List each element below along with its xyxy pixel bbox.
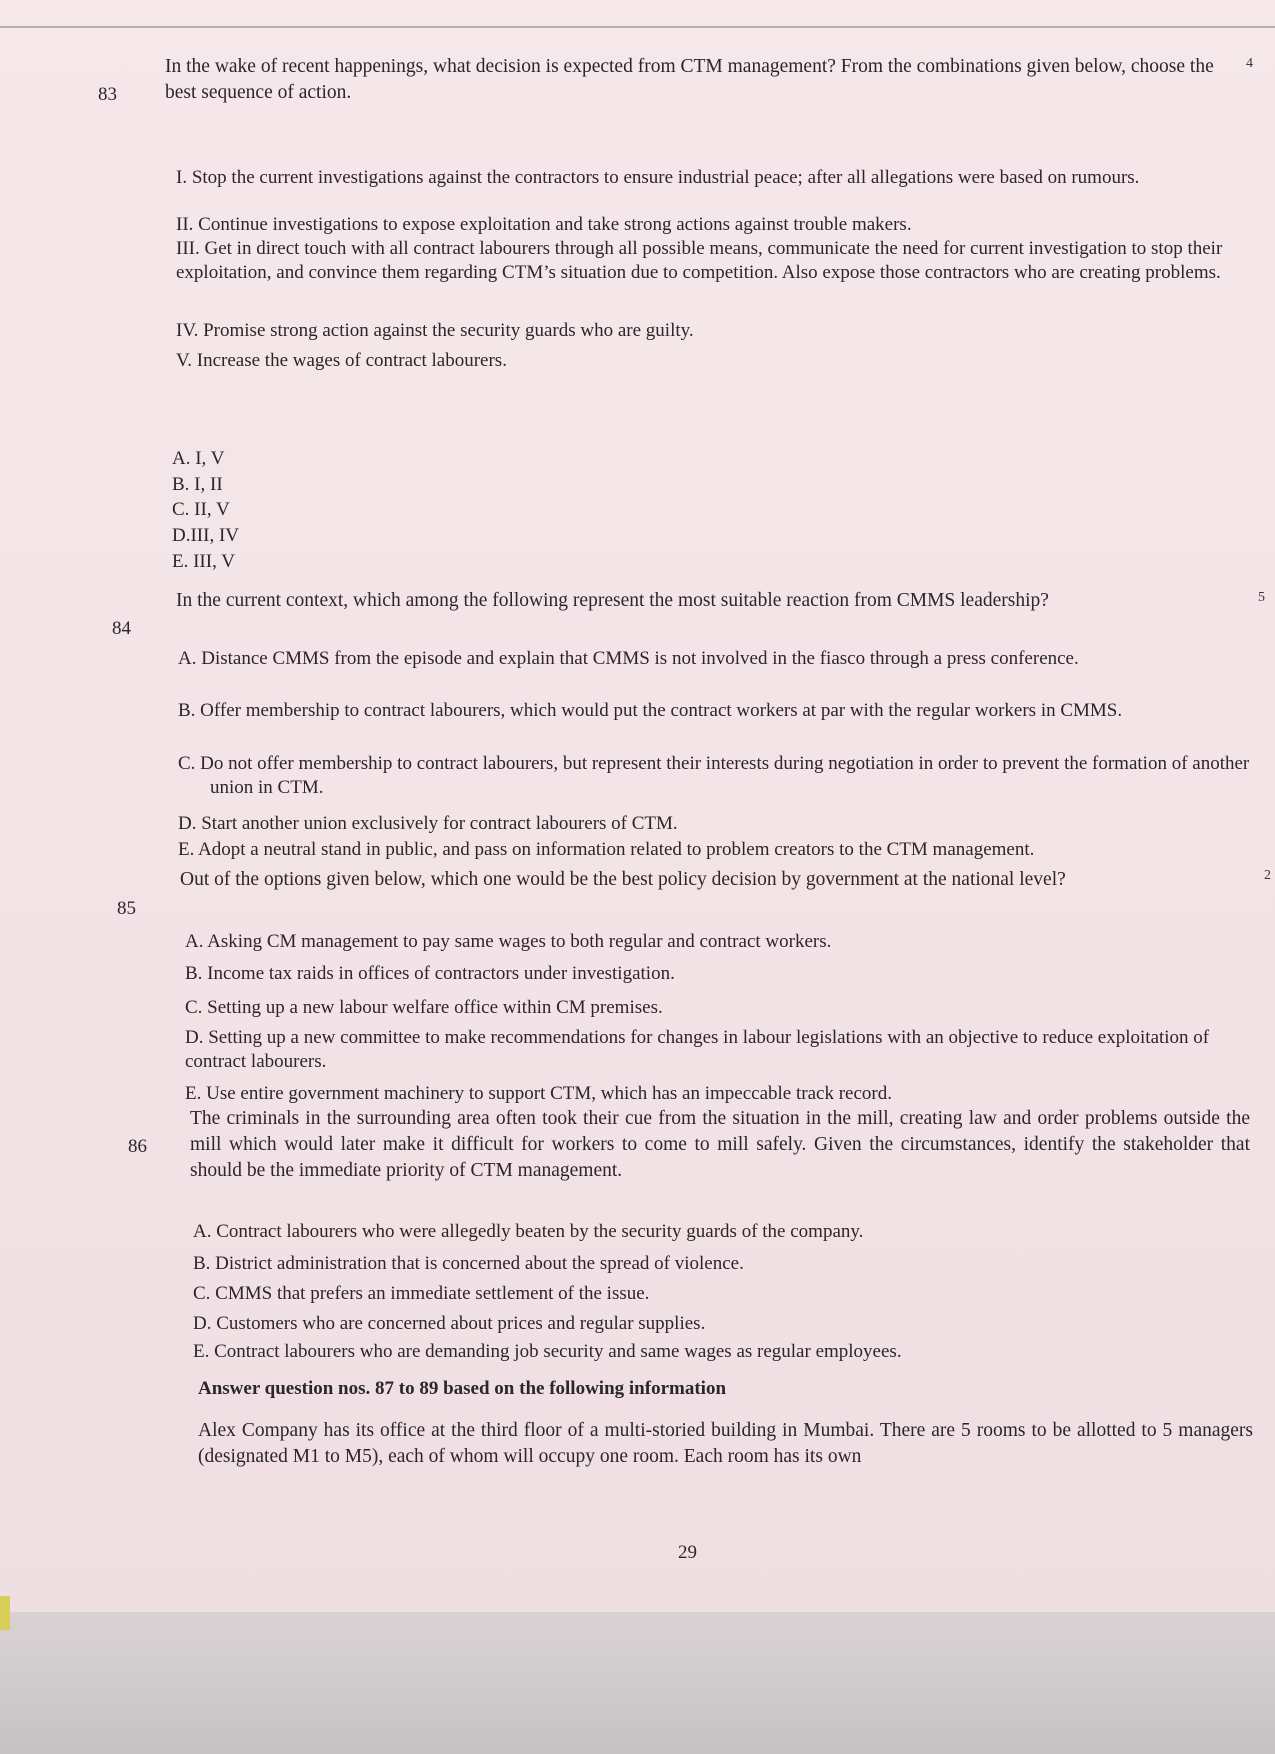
option-c: C. II, V bbox=[172, 499, 230, 520]
scan-shadow bbox=[0, 1612, 1275, 1754]
statement: IV. Promise strong action against the security guards who are guilty. bbox=[176, 320, 694, 341]
option-b: B. Offer membership to contract labourers, which would put the contract workers at par with the regular workers in CMMS. bbox=[178, 700, 1123, 721]
statement: II. Continue investigations to expose exploitation and take strong actions against trouble makers. bbox=[176, 214, 912, 235]
question-text: In the wake of recent happenings, what decision is expected from CTM management? From the combinations given below, choose the best sequence of action. bbox=[165, 56, 1214, 103]
option-c: C. CMMS that prefers an immediate settlement of the issue. bbox=[193, 1283, 650, 1304]
option-b: B. Income tax raids in offices of contractors under investigation. bbox=[185, 963, 675, 984]
option-c: C. Setting up a new labour welfare office within CM premises. bbox=[185, 997, 663, 1018]
question-number: 84 bbox=[112, 618, 131, 639]
option-a: A. Contract labourers who were allegedly beaten by the security guards of the company. bbox=[193, 1221, 864, 1242]
option-e: E. III, V bbox=[172, 551, 235, 572]
option-d: D.III, IV bbox=[172, 525, 240, 546]
option-e: E. Contract labourers who are demanding job security and same wages as regular employees. bbox=[193, 1341, 902, 1362]
option-a: A. Distance CMMS from the episode and explain that CMMS is not involved in the fiasco through a press conference. bbox=[178, 648, 1079, 669]
page-number: 29 bbox=[678, 1542, 697, 1563]
option-d: D. Customers who are concerned about prices and regular supplies. bbox=[193, 1313, 706, 1334]
question-marks: 4 bbox=[1246, 56, 1253, 71]
question-marks: 5 bbox=[1258, 590, 1265, 605]
info-text: Alex Company has its office at the third floor of a multi-storied building in Mumbai. There are 5 rooms to be allotted to 5 managers (designated M1 to M5), each of whom will occupy one room. Each room has its own bbox=[198, 1420, 1253, 1467]
question-number: 83 bbox=[98, 84, 117, 105]
statement: V. Increase the wages of contract labourers. bbox=[176, 350, 507, 371]
option-a: A. I, V bbox=[172, 448, 225, 469]
option-e: E. Adopt a neutral stand in public, and pass on information related to problem creators to the CTM management. bbox=[178, 839, 1035, 860]
option-d: D. Start another union exclusively for contract labourers of CTM. bbox=[178, 813, 678, 834]
option-c: C. Do not offer membership to contract labourers, but represent their interests during negotiation in order to prevent the formation of another union in CTM. bbox=[178, 753, 1250, 798]
page-top-rule bbox=[0, 26, 1275, 28]
option-b: B. I, II bbox=[172, 474, 223, 495]
question-number: 85 bbox=[117, 898, 136, 919]
question-number: 86 bbox=[128, 1136, 147, 1157]
statement: III. Get in direct touch with all contract labourers through all possible means, communicate the need for current investigation to stop their exploitation, and convince them regarding CTM’s situation due to competition. Also expose those contractors who are creating problems. bbox=[176, 238, 1223, 283]
page-edge-tab bbox=[0, 1596, 10, 1630]
option-e: E. Use entire government machinery to support CTM, which has an impeccable track record. bbox=[185, 1083, 892, 1104]
question-text: Out of the options given below, which one would be the best policy decision by government at the national level? bbox=[180, 869, 1066, 890]
option-b: B. District administration that is concerned about the spread of violence. bbox=[193, 1253, 744, 1274]
question-text: In the current context, which among the following represent the most suitable reaction from CMMS leadership? bbox=[176, 590, 1049, 611]
option-d: D. Setting up a new committee to make recommendations for changes in labour legislations with an objective to reduce exploitation of contract labourers. bbox=[185, 1027, 1210, 1072]
question-marks: 2 bbox=[1264, 868, 1271, 883]
option-a: A. Asking CM management to pay same wages to both regular and contract workers. bbox=[185, 931, 832, 952]
statement: I. Stop the current investigations against the contractors to ensure industrial peace; after all allegations were based on rumours. bbox=[176, 167, 1140, 188]
info-heading: Answer question nos. 87 to 89 based on the following information bbox=[198, 1378, 727, 1399]
question-text: The criminals in the surrounding area often took their cue from the situation in the mill, creating law and order problems outside the mill which would later make it difficult for workers to come to mill safely. Given the circumstances, identify the stakeholder that should be the immediate priority of CTM management. bbox=[190, 1108, 1250, 1181]
